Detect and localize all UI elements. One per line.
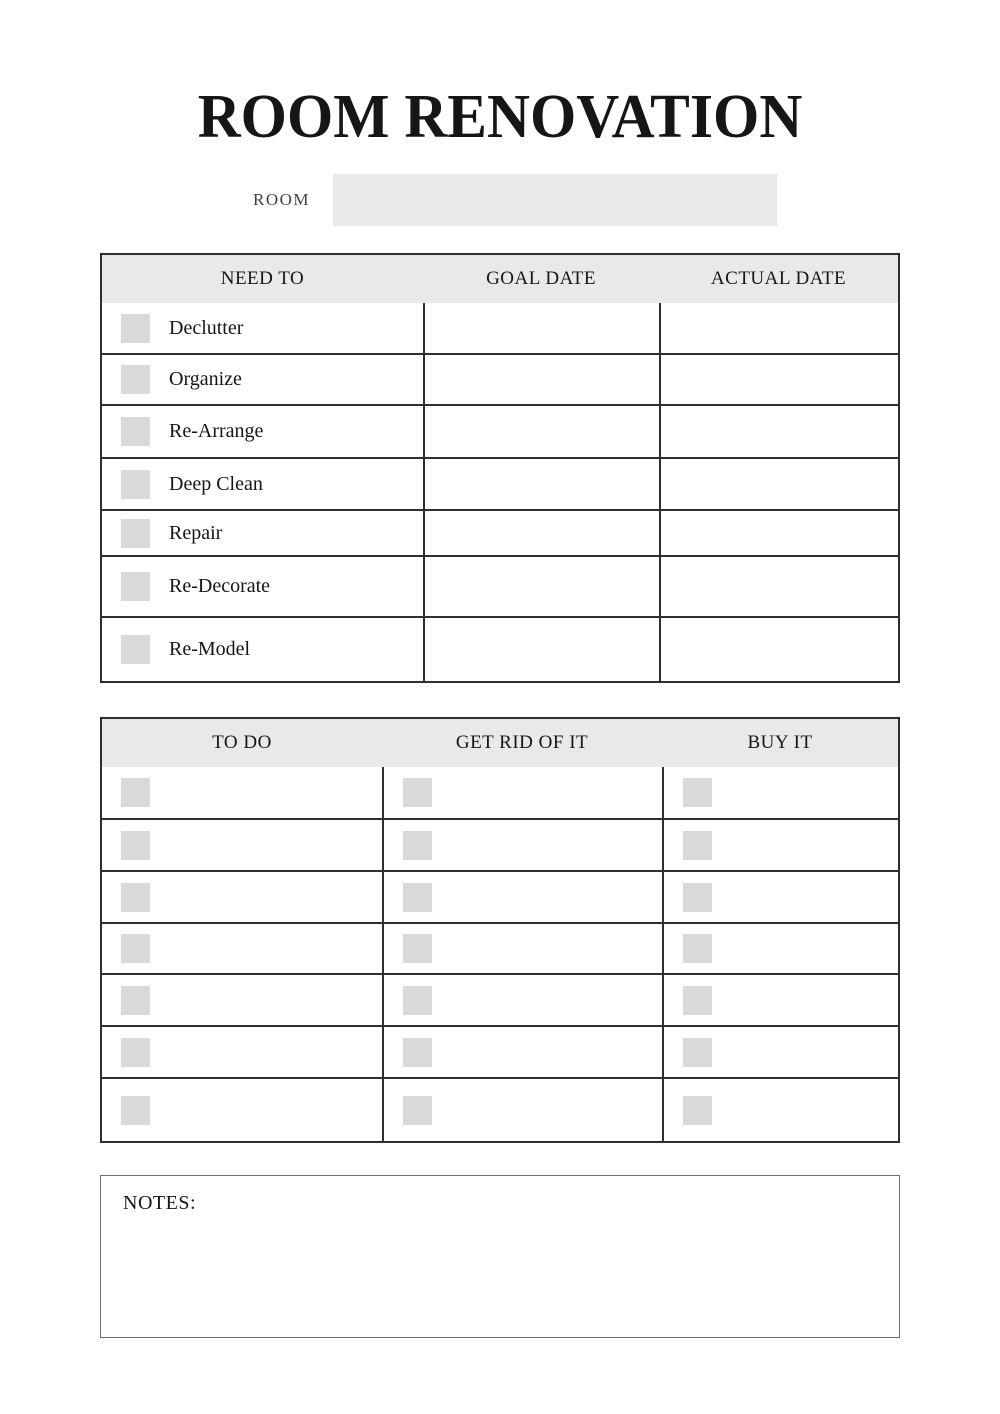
checkbox[interactable] bbox=[121, 470, 150, 499]
checkbox[interactable] bbox=[121, 572, 150, 601]
buy-it-cell[interactable] bbox=[662, 924, 898, 973]
goal-date-cell[interactable] bbox=[423, 406, 659, 457]
need-to-row bbox=[102, 303, 898, 353]
task-label: Declutter bbox=[169, 316, 244, 339]
goal-date-cell[interactable] bbox=[423, 459, 659, 509]
actual-date-cell[interactable] bbox=[659, 406, 898, 457]
column-header-to-do: TO DO bbox=[212, 732, 272, 753]
need-to-table-header bbox=[102, 255, 898, 303]
checkbox[interactable] bbox=[121, 365, 150, 394]
sorting-table-body bbox=[102, 767, 898, 1141]
need-to-row bbox=[102, 353, 898, 404]
task-cell bbox=[102, 355, 423, 404]
sorting-row bbox=[102, 767, 898, 818]
sorting-row bbox=[102, 973, 898, 1025]
room-label: ROOM bbox=[252, 190, 310, 209]
goal-date-cell[interactable] bbox=[423, 355, 659, 404]
column-header-get-rid-of-it: GET RID OF IT bbox=[455, 732, 589, 753]
task-cell bbox=[102, 459, 423, 509]
task-cell bbox=[102, 406, 423, 457]
buy-it-cell[interactable] bbox=[662, 820, 898, 870]
buy-it-cell[interactable] bbox=[662, 767, 898, 818]
actual-date-cell[interactable] bbox=[659, 355, 898, 404]
task-label: Repair bbox=[169, 521, 223, 544]
notes-box[interactable] bbox=[100, 1175, 900, 1338]
checkbox[interactable] bbox=[403, 1038, 432, 1067]
buy-it-cell[interactable] bbox=[662, 872, 898, 922]
get-rid-of-it-cell[interactable] bbox=[382, 975, 662, 1025]
checkbox[interactable] bbox=[121, 314, 150, 343]
checkbox[interactable] bbox=[121, 519, 150, 548]
get-rid-of-it-cell[interactable] bbox=[382, 820, 662, 870]
to-do-cell[interactable] bbox=[102, 924, 382, 973]
need-to-table-body bbox=[102, 303, 898, 681]
goal-date-cell[interactable] bbox=[423, 557, 659, 616]
column-header-actual-date: ACTUAL DATE bbox=[710, 268, 847, 289]
notes-label: NOTES: bbox=[123, 1192, 196, 1214]
task-cell bbox=[102, 618, 423, 681]
buy-it-cell[interactable] bbox=[662, 1079, 898, 1141]
to-do-cell[interactable] bbox=[102, 767, 382, 818]
checkbox[interactable] bbox=[403, 1096, 432, 1125]
checkbox[interactable] bbox=[121, 635, 150, 664]
to-do-cell[interactable] bbox=[102, 1079, 382, 1141]
checkbox[interactable] bbox=[121, 778, 150, 807]
task-label: Re-Model bbox=[169, 638, 251, 660]
checkbox[interactable] bbox=[683, 1038, 712, 1067]
get-rid-of-it-cell[interactable] bbox=[382, 1027, 662, 1077]
task-cell bbox=[102, 511, 423, 555]
checkbox[interactable] bbox=[121, 883, 150, 912]
task-label: Deep Clean bbox=[169, 472, 263, 495]
checkbox[interactable] bbox=[403, 831, 432, 860]
checkbox[interactable] bbox=[121, 1096, 150, 1125]
task-label: Re-Arrange bbox=[169, 420, 264, 442]
checkbox[interactable] bbox=[403, 883, 432, 912]
need-to-table bbox=[100, 253, 900, 683]
task-label: Organize bbox=[169, 368, 242, 390]
sorting-table bbox=[100, 717, 900, 1143]
need-to-row bbox=[102, 616, 898, 681]
get-rid-of-it-cell[interactable] bbox=[382, 924, 662, 973]
buy-it-cell[interactable] bbox=[662, 1027, 898, 1077]
page-title: ROOM RENOVATION bbox=[197, 83, 803, 151]
checkbox[interactable] bbox=[121, 1038, 150, 1067]
checkbox[interactable] bbox=[683, 831, 712, 860]
actual-date-cell[interactable] bbox=[659, 618, 898, 681]
actual-date-cell[interactable] bbox=[659, 303, 898, 353]
checkbox[interactable] bbox=[403, 986, 432, 1015]
goal-date-cell[interactable] bbox=[423, 303, 659, 353]
need-to-row bbox=[102, 404, 898, 457]
need-to-row bbox=[102, 555, 898, 616]
to-do-cell[interactable] bbox=[102, 820, 382, 870]
get-rid-of-it-cell[interactable] bbox=[382, 1079, 662, 1141]
get-rid-of-it-cell[interactable] bbox=[382, 767, 662, 818]
column-header-need-to: NEED TO bbox=[220, 268, 305, 289]
sorting-row bbox=[102, 922, 898, 973]
sorting-row bbox=[102, 1077, 898, 1141]
sorting-table-header bbox=[102, 719, 898, 767]
sorting-row bbox=[102, 818, 898, 870]
actual-date-cell[interactable] bbox=[659, 511, 898, 555]
to-do-cell[interactable] bbox=[102, 975, 382, 1025]
room-input[interactable] bbox=[333, 174, 777, 226]
task-label: Re-Decorate bbox=[169, 575, 271, 597]
column-header-buy-it: BUY IT bbox=[747, 732, 813, 753]
goal-date-cell[interactable] bbox=[423, 511, 659, 555]
task-cell bbox=[102, 557, 423, 616]
checkbox[interactable] bbox=[121, 986, 150, 1015]
to-do-cell[interactable] bbox=[102, 872, 382, 922]
checkbox[interactable] bbox=[683, 986, 712, 1015]
actual-date-cell[interactable] bbox=[659, 557, 898, 616]
checkbox[interactable] bbox=[683, 1096, 712, 1125]
get-rid-of-it-cell[interactable] bbox=[382, 872, 662, 922]
column-header-goal-date: GOAL DATE bbox=[486, 268, 596, 289]
checkbox[interactable] bbox=[683, 934, 712, 963]
checkbox[interactable] bbox=[403, 934, 432, 963]
checkbox[interactable] bbox=[683, 883, 712, 912]
need-to-row bbox=[102, 457, 898, 509]
sorting-row bbox=[102, 1025, 898, 1077]
need-to-row bbox=[102, 509, 898, 555]
sorting-row bbox=[102, 870, 898, 922]
room-field-row bbox=[100, 174, 900, 226]
checkbox[interactable] bbox=[121, 417, 150, 446]
checkbox[interactable] bbox=[403, 778, 432, 807]
buy-it-cell[interactable] bbox=[662, 975, 898, 1025]
to-do-cell[interactable] bbox=[102, 1027, 382, 1077]
goal-date-cell[interactable] bbox=[423, 618, 659, 681]
checkbox[interactable] bbox=[683, 778, 712, 807]
actual-date-cell[interactable] bbox=[659, 459, 898, 509]
task-cell bbox=[102, 303, 423, 353]
checkbox[interactable] bbox=[121, 831, 150, 860]
checkbox[interactable] bbox=[121, 934, 150, 963]
